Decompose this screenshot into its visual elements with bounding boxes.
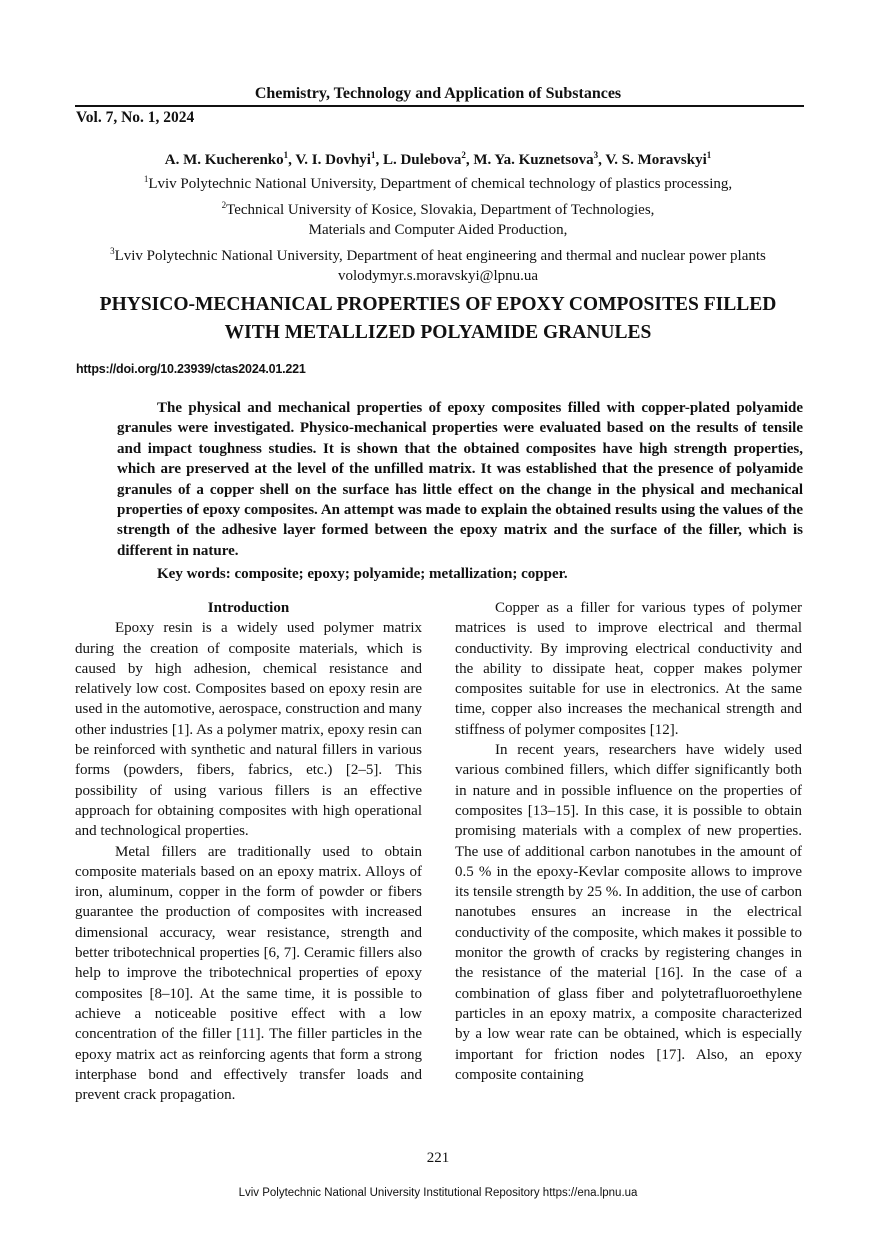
- author-name: M. Ya. Kuznetsova: [473, 152, 594, 168]
- affiliation-number: 1: [143, 174, 149, 184]
- author-name: V. S. Moravskyi: [605, 152, 707, 168]
- abstract-text: The physical and mechanical properties of epoxy composites filled with copper-plated polyamide granules were investigated. Physico-mechanical properties were evaluated based on the results of tensile and impact toughness studies. It is shown that the obtained composites have high strength properties, which are preserved at the level of the unfilled matrix. It was established that the presence of polyamide granules of a copper shell on the surface has little effect on the change in the physical and mechanical properties of epoxy composites. An attempt was made to explain the obtained results using the values of the strength of the adhesive layer formed between the epoxy matrix and the surface of the filler, which is different in nature.: [117, 400, 803, 559]
- affiliation-3: [0, 241, 876, 267]
- body-paragraph: Copper as a filler for various types of polymer matrices is used to improve electrical and thermal conductivity. By improving electrical conductivity and the ability to dissipate heat, copper makes polymer composites suitable for use in electronics. At the same time, copper also increases the mechanical strength and stiffness of polymer composites [12].: [455, 600, 802, 738]
- author-name: L. Dulebova: [382, 152, 462, 168]
- affiliation-2: [0, 195, 876, 221]
- author-affiliation-mark: 1: [283, 150, 289, 160]
- affiliation-1: [0, 169, 876, 195]
- column-right: [455, 598, 802, 1085]
- affiliation-2-continued: Materials and Computer Aided Production,: [308, 222, 568, 238]
- author-affiliation-mark: 1: [706, 150, 712, 160]
- author-affiliation-mark: 3: [593, 150, 599, 160]
- keywords: Key words: composite; epoxy; polyamide; metallization; copper.: [157, 566, 568, 582]
- section-heading-introduction: Introduction: [207, 600, 290, 616]
- column-left: [75, 598, 422, 1105]
- journal-title: Chemistry, Technology and Application of Substances: [254, 85, 622, 102]
- author-list: A. M. Kucherenko$^1$, V. I. Dovhyi$^1$, L. Dulebova$^2$, M. Ya. Kuznetsova$^3$, V. S. Moravskyi$^1$: [164, 150, 712, 168]
- paper-title: [0, 291, 876, 347]
- affiliation-number: 2: [221, 199, 227, 210]
- doi-link[interactable]: https://doi.org/10.23939/ctas2024.01.221: [76, 362, 306, 376]
- affiliation-text: Lviv Polytechnic National University, Department of heat engineering and thermal and nuclear power plants: [114, 247, 766, 264]
- body-paragraph: Metal fillers are traditionally used to obtain composite materials based on an epoxy matrix. Alloys of iron, aluminum, copper in the form of powder or fibers guarantee the production of composites with increased dimensional accuracy, wear resistance, strength and better tribotechnical properties [6, 7]. Ceramic fillers also help to improve the tribotechnical properties of epoxy composites [8–10]. At the same time, it is possible to achieve a noticeable positive effect with a low concentration of the filler [11]. The filler particles in the epoxy matrix act as reinforcing agents that form a strong interphase bond and effectively transfer loads and prevent crack propagation.: [75, 843, 422, 1104]
- author-name: A. M. Kucherenko: [164, 152, 284, 168]
- volume-info: Vol. 7, No. 1, 2024: [76, 109, 195, 126]
- affiliation-text: Technical University of Kosice, Slovakia, Department of Technologies,: [226, 201, 655, 218]
- affiliations: [0, 169, 876, 287]
- affiliation-text: Lviv Polytechnic National University, Department of chemical technology of plastics processing,: [148, 176, 733, 192]
- page-number: 221: [426, 1150, 450, 1166]
- abstract: [117, 398, 803, 561]
- paper-title-line: WITH METALLIZED POLYAMIDE GRANULES: [224, 322, 652, 343]
- body-paragraph: Epoxy resin is a widely used polymer matrix during the creation of composite materials, which is caused by high adhesion, chemical resistance and relatively low cost. Composites based on epoxy resin are used in the automotive, aerospace, construction and many other industries [1]. As a polymer matrix, epoxy resin can be reinforced with synthetic and natural fillers in various forms (powders, fibers, fabrics, etc.) [2–5]. This possibility of using various fillers is an effective approach for obtaining composites with high operational and technological properties.: [75, 620, 422, 840]
- author-affiliation-mark: 2: [461, 150, 466, 160]
- header-rule: [75, 105, 804, 107]
- repository-footer: Lviv Polytechnic National University Institutional Repository https://ena.lpnu.ua: [238, 1187, 638, 1199]
- author-name: V. I. Dovhyi: [295, 152, 371, 168]
- affiliation-number: 3: [110, 245, 115, 256]
- body-paragraph: In recent years, researchers have widely used various combined fillers, which differ significantly both in nature and in possible influence on the properties of composites [13–15]. In this case, it is possible to obtain promising materials with a complex of new properties. The use of additional carbon nanotubes in the amount of 0.5 % in the epoxy-Kevlar composite allows to improve its tensile strength by 25 %. In addition, the use of carbon nanotubes ensures an increase in the electrical conductivity of the composite, which makes it possible to monitor the growth of cracks by registering changes in the resistance of the material [16]. In the case of a combination of glass fiber and polytetrafluoroethylene particles in an epoxy matrix, a composite characterized by a low wear rate can be obtained, which is especially important for friction nodes [17]. Also, an epoxy composite containing: [455, 742, 802, 1083]
- paper-title-line: PHYSICO-MECHANICAL PROPERTIES OF EPOXY COMPOSITES FILLED: [99, 294, 777, 315]
- contact-email: volodymyr.s.moravskyi@lpnu.ua: [337, 268, 539, 284]
- author-affiliation-mark: 1: [370, 150, 376, 160]
